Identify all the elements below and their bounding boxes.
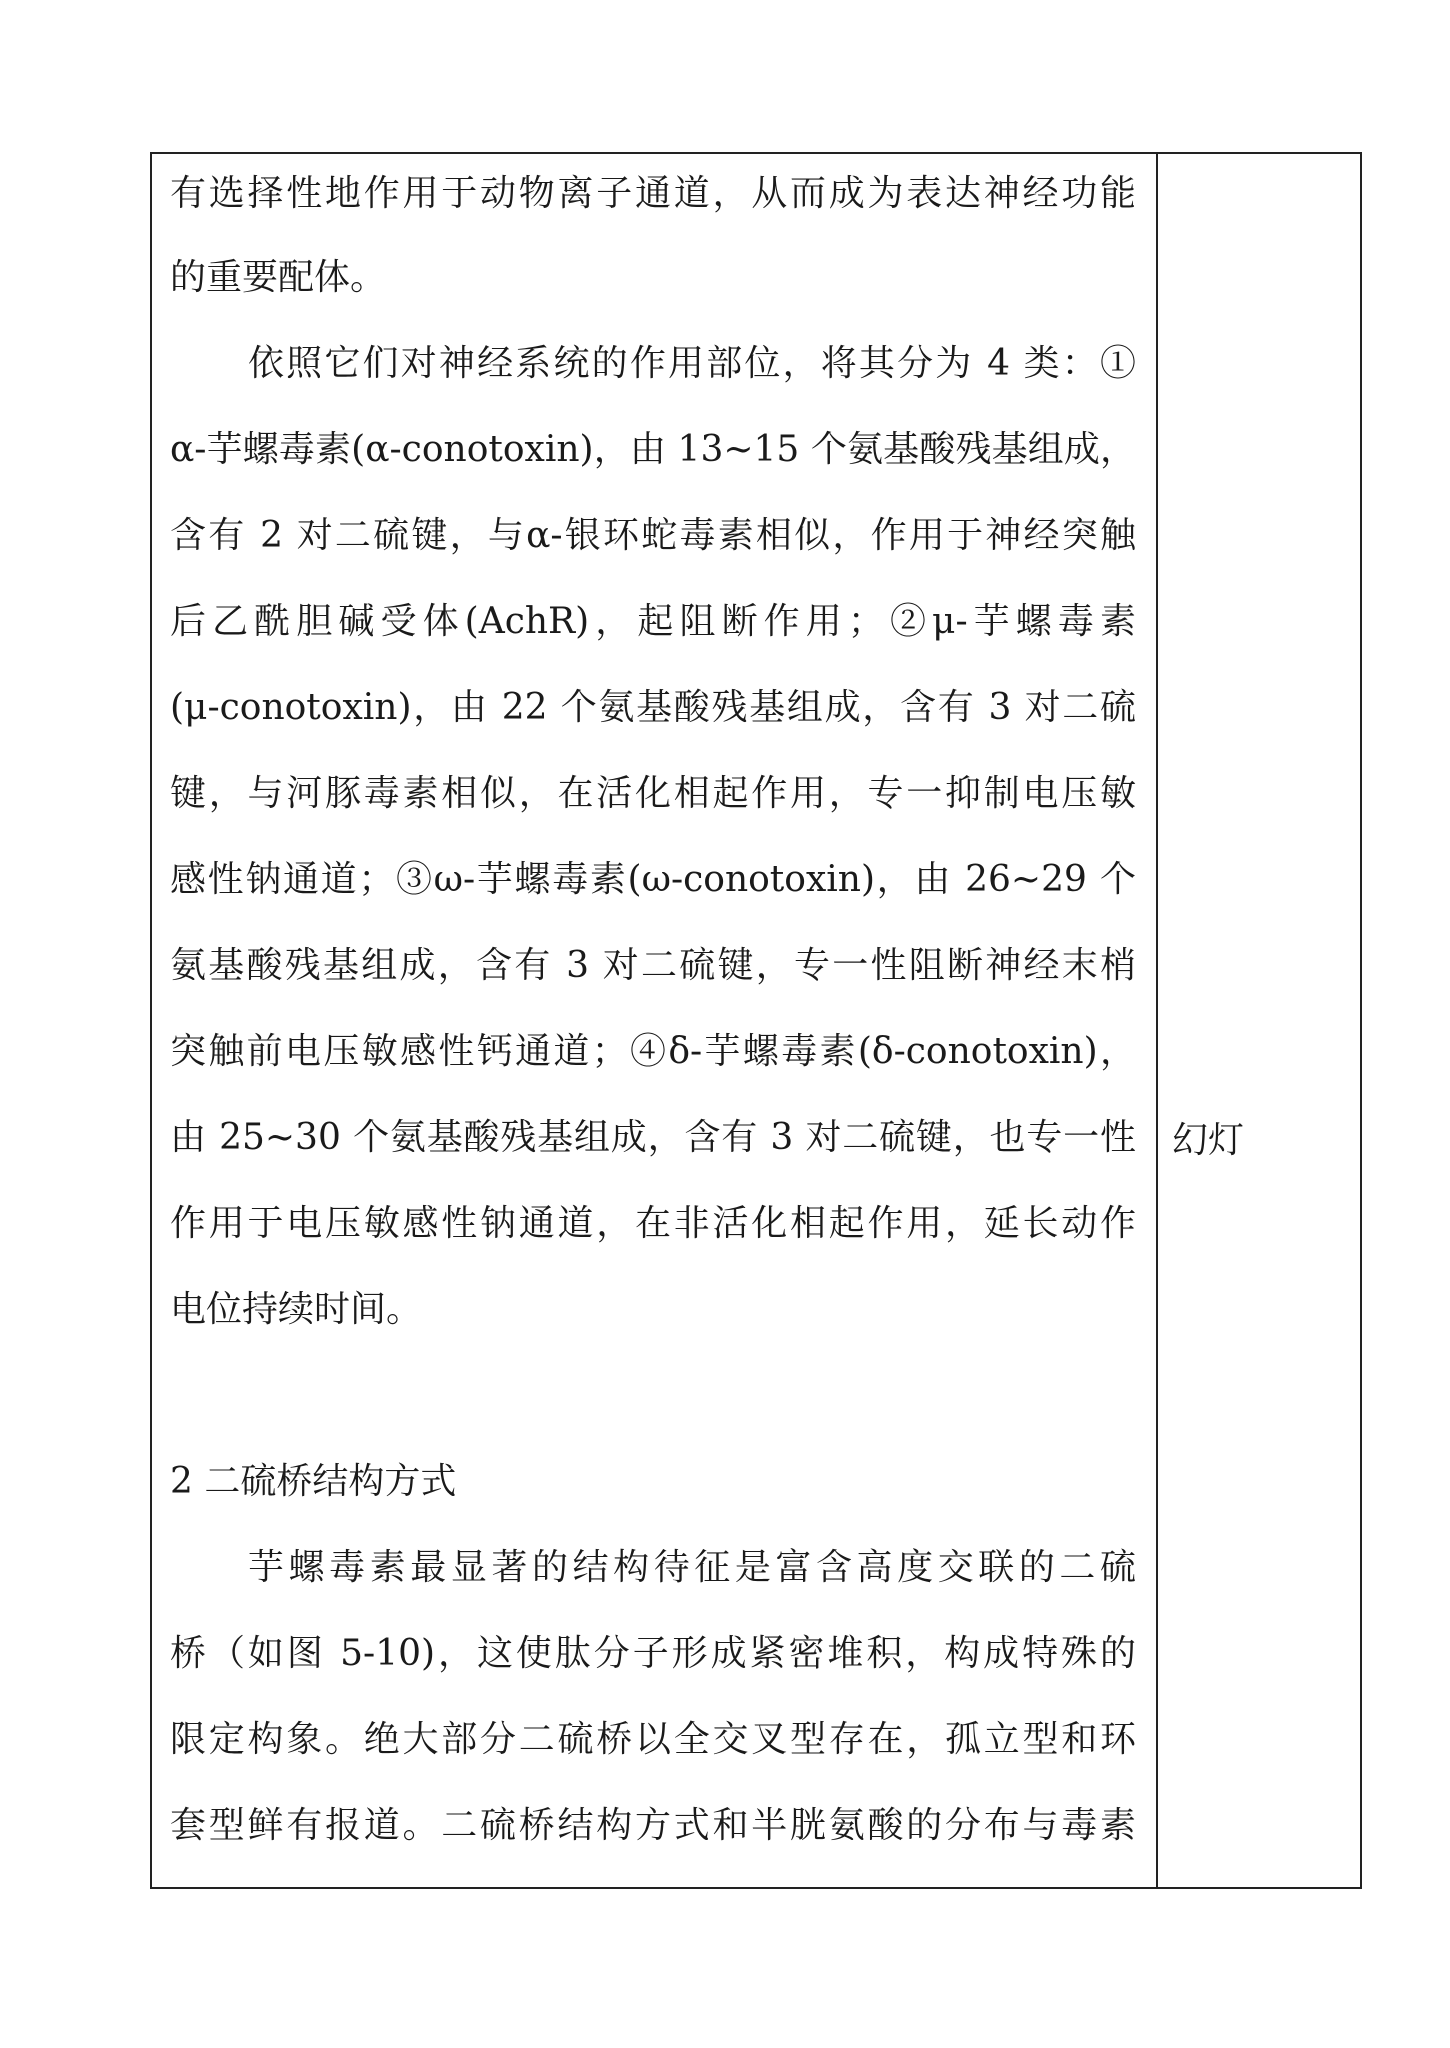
text-line: 限定构象。绝大部分二硫桥以全交叉型存在，孤立型和环: [170, 1719, 1136, 1760]
text-line: 氨基酸残基组成，含有 3 对二硫键，专一性阻断神经末梢: [170, 945, 1136, 986]
text-line: 由 25~30 个氨基酸残基组成，含有 3 对二硫键，也专一性: [170, 1117, 1136, 1158]
text-line: 后乙酰胆碱受体(AchR)，起阻断作用；②μ-芋螺毒素: [170, 601, 1136, 642]
content-column: [152, 154, 1158, 1887]
slide-label: 幻灯: [1172, 1120, 1245, 1161]
text-line: 感性钠通道；③ω-芋螺毒素(ω-conotoxin)，由 26~29 个: [170, 859, 1136, 900]
text-line: 有选择性地作用于动物离子通道，从而成为表达神经功能: [170, 173, 1136, 214]
text-line: 芋螺毒素最显著的结构待征是富含高度交联的二硫: [248, 1547, 1136, 1588]
text-line: 依照它们对神经系统的作用部位，将其分为 4 类：①: [248, 343, 1136, 384]
media-column: [1158, 154, 1360, 1887]
section-heading: 2 二硫桥结构方式: [170, 1461, 457, 1502]
text-line: 含有 2 对二硫键，与α-银环蛇毒素相似，作用于神经突触: [170, 515, 1136, 556]
text-line: 桥（如图 5-10)，这使肽分子形成紧密堆积，构成特殊的: [170, 1633, 1136, 1674]
text-line: 作用于电压敏感性钠通道，在非活化相起作用，延长动作: [170, 1203, 1136, 1244]
text-line: 电位持续时间。: [170, 1289, 423, 1330]
text-line: 突触前电压敏感性钙通道；④δ-芋螺毒素(δ-conotoxin)，: [170, 1031, 1136, 1072]
text-line: 键，与河豚毒素相似，在活化相起作用，专一抑制电压敏: [170, 773, 1136, 814]
text-line: α-芋螺毒素(α-conotoxin)，由 13~15 个氨基酸残基组成，: [170, 429, 1136, 470]
text-line: 的重要配体。: [170, 257, 387, 298]
text-line: 套型鲜有报道。二硫桥结构方式和半胱氨酸的分布与毒素: [170, 1805, 1136, 1846]
lecture-table: [150, 152, 1362, 1889]
text-line: (μ-conotoxin)，由 22 个氨基酸残基组成，含有 3 对二硫: [170, 687, 1136, 728]
